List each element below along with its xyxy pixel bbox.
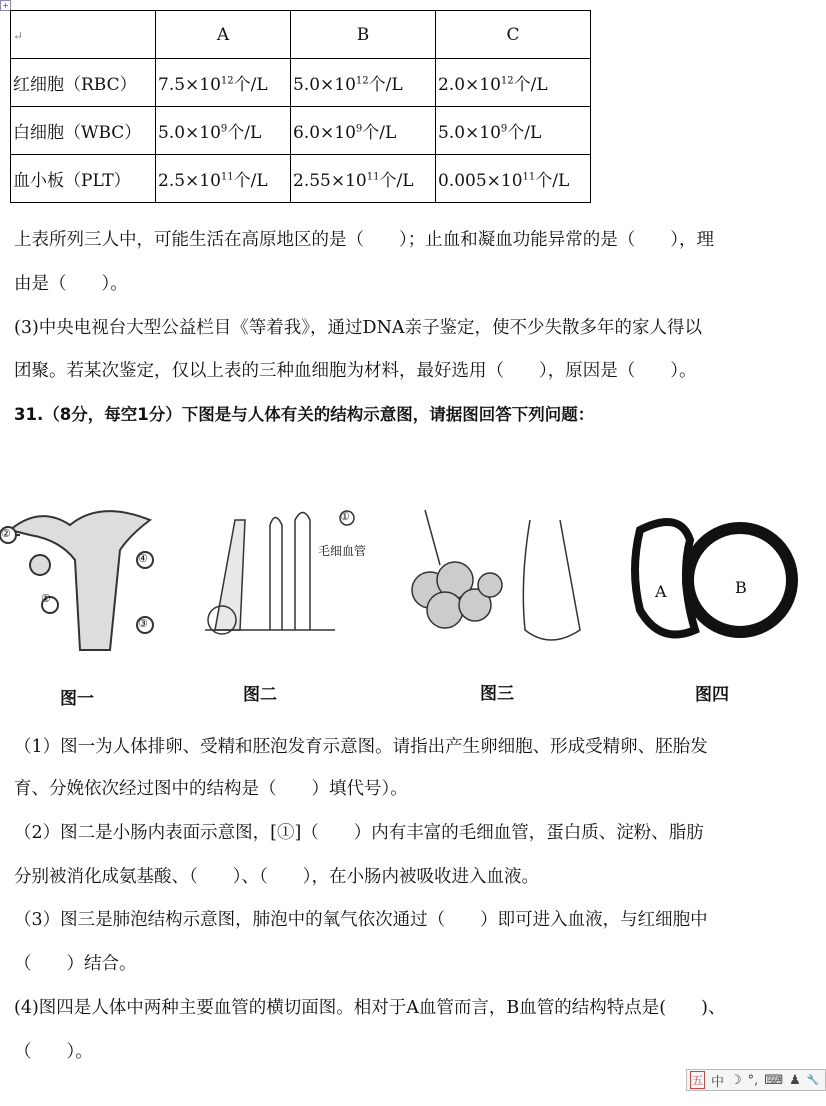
paragraph-line: 团聚。若某次鉴定，仅以上表的三种血细胞为材料，最好选用（ ），原因是（ ）。 (14, 361, 697, 381)
ime-wubi-icon[interactable]: 五 (690, 1071, 705, 1089)
ime-keyboard-icon[interactable]: ⌨ (764, 1072, 784, 1088)
figure-1-uterus (0, 511, 153, 650)
figures-illustration (0, 480, 826, 670)
table-row (11, 107, 591, 155)
question-line: 育、分娩依次经过图中的结构是（ ）填代号）。 (14, 779, 408, 799)
cell: $2.0\times 10^{12}$个/L (436, 59, 591, 107)
fig1-label-2: ② (1, 527, 11, 540)
table-header-empty: ↵ (11, 11, 156, 59)
table-header-b: B (291, 11, 436, 59)
ime-settings-wrench-icon[interactable]: 🔧 (806, 1074, 820, 1086)
table-move-handle[interactable]: + (0, 0, 11, 11)
table-header-c: C (436, 11, 591, 59)
table-row (11, 59, 591, 107)
fig1-label-3: ③ (138, 617, 148, 630)
ime-toolbar[interactable] (686, 1069, 826, 1091)
cell: $5.0\times 10^9$个/L (436, 107, 591, 155)
table-row (11, 155, 591, 203)
figure-1-caption: 图一 (60, 689, 94, 709)
cell: $5.0\times 10^9$个/L (156, 107, 291, 155)
cell: $2.5\times 10^{11}$个/L (156, 155, 291, 203)
figure-4-vessels (635, 522, 792, 635)
figure-3-alveoli (412, 510, 580, 640)
ime-halfwidth-moon-icon[interactable]: ☽ (730, 1072, 742, 1088)
paragraph-line: (3)中央电视台大型公益栏目《等着我》，通过DNA亲子鉴定，使不少失散多年的家人得以 (14, 318, 703, 338)
question-line: 分别被消化成氨基酸、（ ）、（ ），在小肠内被吸收进入血液。 (14, 867, 539, 887)
table-header-row (11, 11, 591, 59)
ime-user-icon[interactable]: ♟ (789, 1072, 801, 1088)
fig1-label-1: ① (41, 592, 51, 605)
row-label: 红细胞（RBC） (11, 59, 156, 107)
figure-3-caption: 图三 (480, 684, 514, 704)
ime-chinese-mode-icon[interactable]: 中 (711, 1074, 725, 1090)
cell: $7.5\times 10^{12}$个/L (156, 59, 291, 107)
cell: $2.55\times 10^{11}$个/L (291, 155, 436, 203)
figure-2-villi (205, 511, 354, 634)
paragraph-line: 上表所列三人中，可能生活在高原地区的是（ ）；止血和凝血功能异常的是（ ），理 (14, 230, 714, 250)
figure-2-caption: 图二 (243, 685, 277, 705)
question-line: （1）图一为人体排卵、受精和胚泡发育示意图。请指出产生卵细胞、形成受精卵、胚胎发 (14, 737, 708, 757)
fig2-label-capillary: 毛细血管 (318, 544, 367, 558)
cell: $6.0\times 10^9$个/L (291, 107, 436, 155)
blood-cell-table (10, 10, 591, 203)
figure-4-caption: 图四 (695, 685, 729, 705)
question-line: (4)图四是人体中两种主要血管的横切面图。相对于A血管而言，B血管的结构特点是( )、 (14, 998, 726, 1018)
table-header-a: A (156, 11, 291, 59)
question-line: （3）图三是肺泡结构示意图，肺泡中的氧气依次通过（ ）即可进入血液，与红细胞中 (14, 910, 708, 930)
fig4-label-b: B (735, 578, 747, 597)
question-line: （ ）。 (14, 1042, 93, 1062)
fig4-label-a: A (655, 582, 667, 601)
question-line: （ ）结合。 (14, 954, 137, 974)
paragraph-line: 由是（ ）。 (14, 274, 128, 294)
row-label: 血小板（PLT） (11, 155, 156, 203)
cell: $5.0\times 10^{12}$个/L (291, 59, 436, 107)
fig1-label-4: ④ (138, 552, 148, 565)
ime-punctuation-icon[interactable]: °, (747, 1072, 759, 1088)
row-label: 白细胞（WBC） (11, 107, 156, 155)
question-line: （2）图二是小肠内表面示意图，[①]（ ）内有丰富的毛细血管，蛋白质、淀粉、脂肪 (14, 823, 704, 843)
cell: $0.005\times 10^{11}$个/L (436, 155, 591, 203)
question-31-heading: 31.（8分，每空1分）下图是与人体有关的结构示意图，请据图回答下列问题： (14, 405, 595, 424)
fig2-label-1: ① (340, 510, 350, 523)
